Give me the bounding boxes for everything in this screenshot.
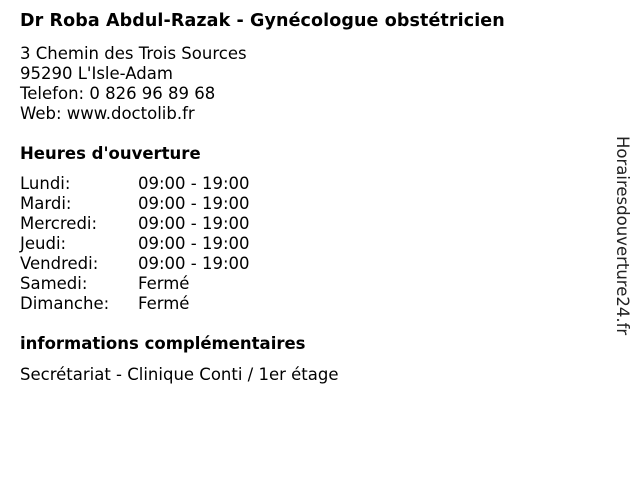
address-city: 95290 L'Isle-Adam <box>20 64 173 83</box>
time-value: 09:00 - 19:00 <box>138 194 250 213</box>
time-value: 09:00 - 19:00 <box>138 174 250 193</box>
info-heading: informations complémentaires <box>20 334 306 353</box>
watermark-text: Horairesdouverture24.fr <box>613 136 632 336</box>
address-street: 3 Chemin des Trois Sources <box>20 44 247 63</box>
address-block <box>20 44 247 124</box>
day-label: Lundi: <box>20 174 71 193</box>
website-text: Web: www.doctolib.fr <box>20 104 195 123</box>
phone-text: Telefon: 0 826 96 89 68 <box>20 84 216 103</box>
time-value: 09:00 - 19:00 <box>138 234 250 253</box>
time-value: Fermé <box>138 274 190 293</box>
day-label: Dimanche: <box>20 294 110 313</box>
day-label: Samedi: <box>20 274 88 293</box>
page-title: Dr Roba Abdul-Razak - Gynécologue obstétricien <box>20 11 505 31</box>
day-label: Mercredi: <box>20 214 98 233</box>
day-label: Vendredi: <box>20 254 99 273</box>
day-label: Mardi: <box>20 194 72 213</box>
time-value: Fermé <box>138 294 190 313</box>
day-label: Jeudi: <box>20 234 67 253</box>
hours-heading: Heures d'ouverture <box>20 144 201 163</box>
time-value: 09:00 - 19:00 <box>138 214 250 233</box>
time-value: 09:00 - 19:00 <box>138 254 250 273</box>
info-text: Secrétariat - Clinique Conti / 1er étage <box>20 365 339 384</box>
